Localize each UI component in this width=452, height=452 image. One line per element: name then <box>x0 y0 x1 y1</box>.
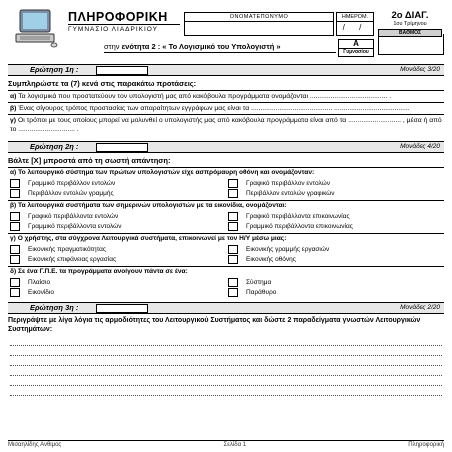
option-label: Γραμμικό περιβάλλον εντολών <box>28 180 116 187</box>
choice-option[interactable] <box>8 179 226 188</box>
choice-question: γ) Ο χρήστης, στα σύγχρονα Λειτουργικά συστήματα, επικοινωνεί με τον Η/Υ μέσω μιας: <box>8 233 444 244</box>
footer-subject: Πληροφορική <box>408 442 444 448</box>
date-label: ΗΜΕΡΟΜ. <box>337 13 373 22</box>
unit-prefix: στην <box>104 42 120 51</box>
exam-page <box>8 6 444 396</box>
class-label: Γυμνασίου <box>339 48 373 55</box>
answer-line[interactable] <box>10 386 442 396</box>
question-1-score-box[interactable] <box>96 66 148 75</box>
question-3-score-box[interactable] <box>96 304 148 313</box>
grade-field[interactable] <box>378 34 444 55</box>
school-title: ΠΛΗΡΟΦΟΡΙΚΗ <box>68 10 168 24</box>
school-block <box>68 10 180 33</box>
grade-title: 2ο ΔΙΑΓ. <box>391 10 429 21</box>
option-label: Πλαίσιο <box>28 279 51 286</box>
answer-line[interactable] <box>10 356 442 366</box>
grade-label: ΒΑΘΜΟΣ <box>378 29 442 37</box>
option-label: Γραφικό περιβάλλον εντολών <box>246 180 330 187</box>
grade-term: 1ου Τρίμηνου <box>393 21 427 27</box>
answer-line[interactable] <box>10 376 442 386</box>
class-value: Α <box>353 39 359 48</box>
item-letter: β) <box>10 105 17 112</box>
question-2-instruction: Βάλτε [Χ] μπροστά από τη σωστή απάντηση: <box>8 156 171 165</box>
item-text: Οι τρόποι με τους οποίους μπορεί να μολυνθεί ο υπολογιστής μας από κακόβουλα προγράμματα είναι από τα ............................ , μέσα ή από το .............................. . <box>10 117 442 133</box>
choice-question: β) Τα λειτουργικά συστήματα των σημερινών υπολογιστών με τα εικονίδια, ονομάζονται: <box>8 200 444 211</box>
choice-option[interactable] <box>226 212 444 221</box>
choice-option[interactable] <box>8 212 226 221</box>
fill-item-c[interactable] <box>8 114 444 135</box>
answer-line[interactable] <box>10 336 442 346</box>
checkbox[interactable] <box>228 212 238 221</box>
checkbox[interactable] <box>10 288 20 297</box>
exam-header <box>8 6 444 60</box>
choice-option[interactable] <box>226 222 444 231</box>
choice-group-a <box>8 167 444 200</box>
option-label: Εικονικής γραμμής εργασιών <box>246 246 330 253</box>
option-label: Εικονικής πραγματικότητας <box>28 246 107 253</box>
school-subtitle: ΓΥΜΝΑΣΙΟ ΛΙΑΔΡΙΚΙΟΥ <box>68 24 180 33</box>
option-label: Εικονίδιο <box>28 289 54 296</box>
item-letter: α) <box>10 93 17 100</box>
name-label: ΟΝΟΜΑΤΕΠΩΝΥΜΟ <box>185 13 333 22</box>
choice-option[interactable] <box>226 288 444 297</box>
choice-option[interactable] <box>226 189 444 198</box>
question-1-header <box>8 64 444 76</box>
choice-option[interactable] <box>8 255 226 264</box>
item-text: Τα λογισμικά που προστατεύουν τον υπολογιστή μας από κακόβουλα προγράμματα ονομάζονται ......................................... . <box>18 93 392 100</box>
checkbox[interactable] <box>228 278 238 287</box>
choice-option[interactable] <box>8 288 226 297</box>
checkbox[interactable] <box>10 179 20 188</box>
date-field[interactable] <box>336 12 374 36</box>
question-2-marks: Μονάδες 4/20 <box>400 143 440 150</box>
option-label: Περιβάλλον εντολών γραφικών <box>246 190 335 197</box>
item-letter: γ) <box>10 117 17 124</box>
fill-item-b[interactable] <box>8 102 444 114</box>
option-label: Γραφικό περιβάλλοντα επικοινωνίας <box>246 213 350 220</box>
checkbox[interactable] <box>10 189 20 198</box>
choice-option[interactable] <box>8 222 226 231</box>
footer-page: Σελίδα 1 <box>223 442 247 448</box>
checkbox[interactable] <box>10 255 20 264</box>
answer-line[interactable] <box>10 366 442 376</box>
question-2-title: Ερώτηση 2η : <box>30 142 79 151</box>
choice-option[interactable] <box>8 245 226 254</box>
choice-option[interactable] <box>226 255 444 264</box>
checkbox[interactable] <box>228 245 238 254</box>
choice-option[interactable] <box>8 189 226 198</box>
fill-item-a[interactable] <box>8 90 444 102</box>
date-value: / / <box>342 23 368 32</box>
class-box <box>338 39 374 57</box>
checkbox[interactable] <box>10 222 20 231</box>
question-3-header <box>8 302 444 314</box>
choice-option[interactable] <box>226 179 444 188</box>
option-label: Γραμμικό περιβάλλοντα επικοινωνίας <box>246 223 353 230</box>
answer-line[interactable] <box>10 346 442 356</box>
checkbox[interactable] <box>10 212 20 221</box>
option-label: Γραφικό περιβάλλοντα εντολών <box>28 213 119 220</box>
checkbox[interactable] <box>228 222 238 231</box>
grade-block <box>378 10 442 37</box>
choice-question: α) Το λειτουργικό σύστημα των πρώτων υπολογιστών είχε ασπρόμαυρη οθόνη και ονομάζονταν: <box>8 167 444 178</box>
checkbox[interactable] <box>10 278 20 287</box>
question-3-instruction: Περιγράψτε με λίγα λόγια τις αρμοδιότητες του Λειτουργικού Συστήματος και δώστε 2 παραδείγματα γνωστών Λειτουργικών Συστημάτων: <box>8 317 421 333</box>
checkbox[interactable] <box>228 288 238 297</box>
checkbox[interactable] <box>228 179 238 188</box>
choice-question: δ) Σε ένα Γ.Π.Ε. τα προγράμματα ανοίγουν πάντα σε ένα: <box>8 266 444 277</box>
question-3-title: Ερώτηση 3η : <box>30 303 79 312</box>
unit-title: ενότητα 2 : « Το Λογισμικό του Υπολογιστή » <box>121 42 281 51</box>
question-2-header <box>8 141 444 153</box>
question-1-title: Ερώτηση 1η : <box>30 65 79 74</box>
option-label: Περιβάλλον εντολών γραμμής <box>28 190 114 197</box>
question-1-instruction: Συμπληρώστε τα (7) κενά στις παρακάτω προτάσεις: <box>8 79 197 88</box>
footer-author: Μισαηλίδης Ανθιμος <box>8 442 62 448</box>
choice-group-d <box>8 266 444 299</box>
question-1-marks: Μονάδες 3/20 <box>400 66 440 73</box>
option-label: Γραμμικό περιβάλλοντα εντολών <box>28 223 122 230</box>
question-2-score-box[interactable] <box>96 143 148 152</box>
computer-icon <box>14 8 58 48</box>
name-field[interactable] <box>184 12 334 36</box>
item-text: Ένας σίγουρος τρόπος προστασίας των απαραίτητων εγγράφων μας είναι τα ........................................... ........................................ <box>18 105 410 112</box>
answer-area[interactable] <box>8 336 444 396</box>
choice-option[interactable] <box>226 245 444 254</box>
choice-group-c <box>8 233 444 266</box>
option-label: Παράθυρο <box>246 289 277 296</box>
question-3-marks: Μονάδες 2/20 <box>400 304 440 311</box>
option-label: Εικονικής επιφάνειας εργασίας <box>28 256 117 263</box>
choice-option[interactable] <box>226 278 444 287</box>
page-footer <box>8 440 444 448</box>
checkbox[interactable] <box>228 189 238 198</box>
checkbox[interactable] <box>10 245 20 254</box>
option-label: Σύστημα <box>246 279 272 286</box>
checkbox[interactable] <box>228 255 238 264</box>
choice-group-b <box>8 200 444 233</box>
unit-line <box>104 42 336 53</box>
choice-option[interactable] <box>8 278 226 287</box>
option-label: Εικονικής οθόνης <box>246 256 296 263</box>
